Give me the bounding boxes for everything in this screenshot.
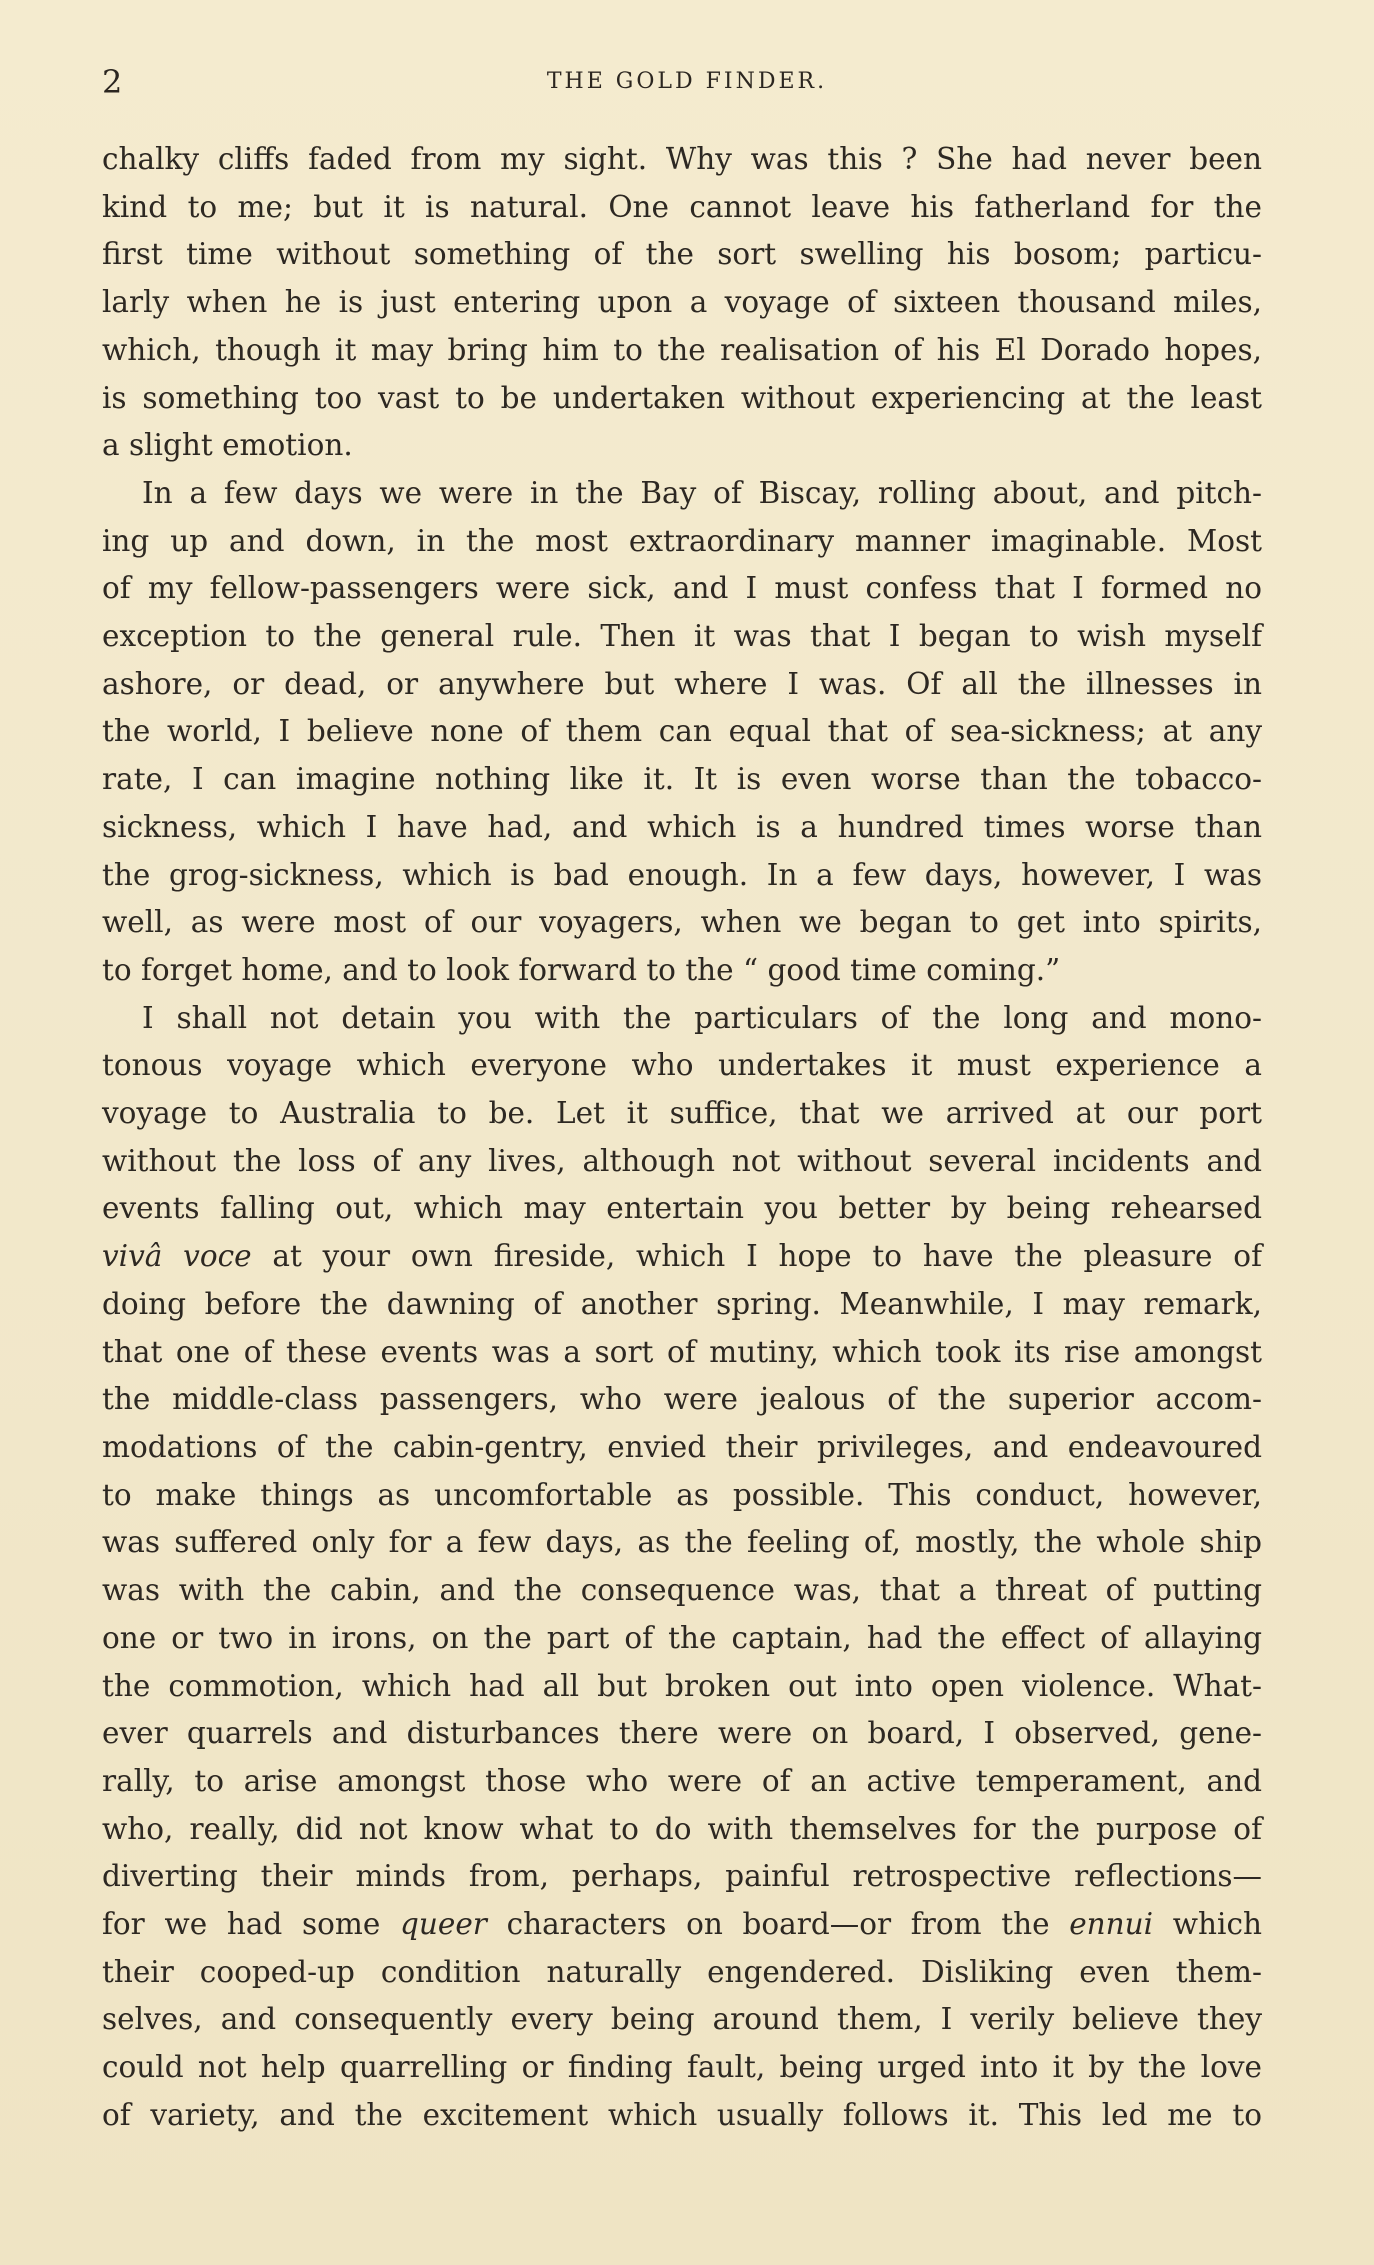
body-text xyxy=(102,136,1262,2140)
text-line: I shall not detain you with the particulars of the long and mono- xyxy=(142,1000,1262,1035)
text-line: first time without something of the sort swelling his bosom; particu- xyxy=(102,237,1262,272)
italic-word: queer xyxy=(399,1907,487,1942)
text-span: at your own fireside, which I hope to have the pleasure of xyxy=(251,1239,1262,1274)
text-line: is something too vast to be undertaken without experiencing at the least xyxy=(102,380,1262,415)
text-line: larly when he is just entering upon a voyage of sixteen thousand miles, xyxy=(102,285,1262,320)
text-line: sickness, which I have had, and which is a hundred times worse than xyxy=(102,809,1262,844)
text-line: exception to the general rule. Then it was that I began to wish myself xyxy=(102,619,1262,654)
text-span: for we had some xyxy=(102,1907,400,1942)
text-line: modations of the cabin-gentry, envied their privileges, and endeavoured xyxy=(102,1429,1262,1464)
text-span: which xyxy=(1153,1907,1262,1942)
italic-word: ennui xyxy=(1069,1907,1154,1942)
text-line: selves, and consequently every being around them, I verily believe they xyxy=(102,2002,1262,2037)
text-line: to make things as uncomfortable as possible. This conduct, however, xyxy=(102,1477,1262,1512)
text-line: that one of these events was a sort of mutiny, which took its rise amongst xyxy=(102,1334,1262,1369)
text-line: one or two in irons, on the part of the captain, had the effect of allaying xyxy=(102,1620,1262,1655)
text-line: was suffered only for a few days, as the feeling of, mostly, the whole ship xyxy=(102,1525,1262,1560)
text-line: ing up and down, in the most extraordinary manner imaginable. Most xyxy=(102,523,1262,558)
text-line: without the loss of any lives, although not without several incidents and xyxy=(102,1143,1262,1178)
text-line: to forget home, and to look forward to the “ good time coming.” xyxy=(102,952,1061,987)
text-line: of my fellow-passengers were sick, and I must confess that I formed no xyxy=(102,571,1262,606)
text-line xyxy=(102,1901,1262,1949)
text-line: the commotion, which had all but broken out into open violence. What- xyxy=(102,1668,1262,1703)
text-line: ashore, or dead, or anywhere but where I was. Of all the illnesses in xyxy=(102,666,1262,701)
text-line: the middle-class passengers, who were jealous of the superior accom- xyxy=(102,1382,1262,1417)
text-line: ever quarrels and disturbances there were on board, I observed, gene- xyxy=(102,1716,1262,1751)
text-line: the world, I believe none of them can equal that of sea-sickness; at any xyxy=(102,714,1262,749)
running-title: THE GOLD FINDER. xyxy=(546,69,828,94)
text-span: characters on board—or from the xyxy=(486,1907,1070,1942)
text-line: their cooped-up condition naturally engendered. Disliking even them- xyxy=(102,1954,1262,1989)
text-line: was with the cabin, and the consequence was, that a threat of putting xyxy=(102,1573,1262,1608)
page-number: 2 xyxy=(102,63,123,101)
text-line: well, as were most of our voyagers, when we began to get into spirits, xyxy=(102,905,1262,940)
text-line: which, though it may bring him to the realisation of his El Dorado hopes, xyxy=(102,332,1262,367)
text-line: events falling out, which may entertain you better by being rehearsed xyxy=(102,1191,1262,1226)
text-line xyxy=(102,1233,1262,1281)
text-line: of variety, and the excitement which usually follows it. This led me to xyxy=(102,2097,1262,2132)
text-line: voyage to Australia to be. Let it suffice, that we arrived at our port xyxy=(102,1096,1262,1131)
running-head xyxy=(102,62,1272,102)
text-line: kind to me; but it is natural. One cannot leave his fatherland for the xyxy=(102,189,1262,224)
text-line: doing before the dawning of another spring. Meanwhile, I may remark, xyxy=(102,1286,1262,1321)
text-line: rally, to arise amongst those who were of an active temperament, and xyxy=(102,1763,1262,1798)
italic-phrase: vivâ voce xyxy=(102,1239,252,1274)
text-line: In a few days we were in the Bay of Biscay, rolling about, and pitch- xyxy=(142,475,1262,510)
text-line: rate, I can imagine nothing like it. It is even worse than the tobacco- xyxy=(102,762,1262,797)
text-line: could not help quarrelling or finding fault, being urged into it by the love xyxy=(102,2050,1262,2085)
text-line: diverting their minds from, perhaps, painful retrospective reflections— xyxy=(102,1859,1262,1894)
text-line: chalky cliffs faded from my sight. Why was this ? She had never been xyxy=(102,142,1262,176)
text-line: a slight emotion. xyxy=(102,428,353,463)
text-line: who, really, did not know what to do with themselves for the purpose of xyxy=(102,1811,1262,1846)
text-line: the grog-sickness, which is bad enough. In a few days, however, I was xyxy=(102,857,1262,892)
text-line: tonous voyage which everyone who undertakes it must experience a xyxy=(102,1048,1262,1083)
